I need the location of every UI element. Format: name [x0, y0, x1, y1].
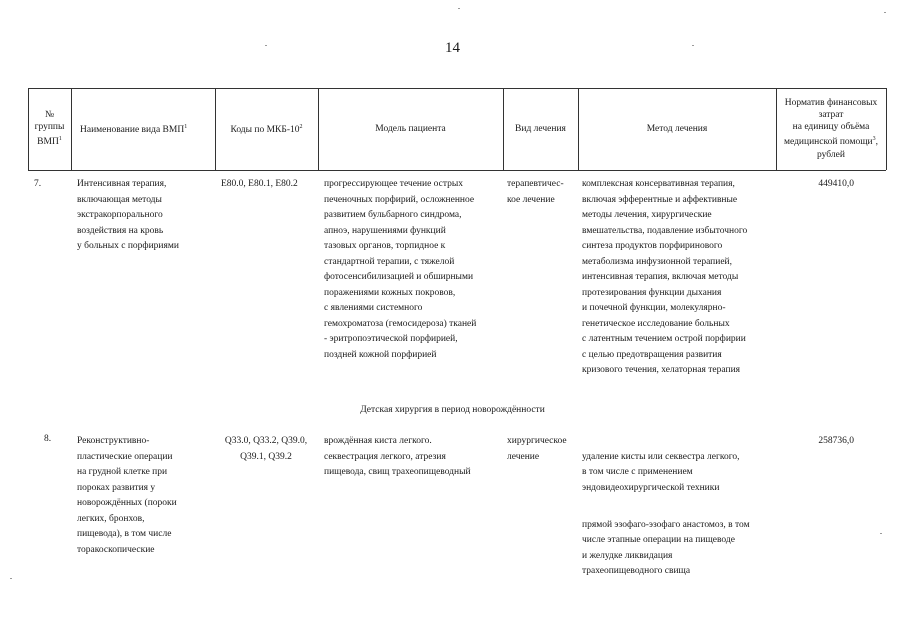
- row-number: 7.: [34, 179, 42, 189]
- treatment-method-part: удаление кисты или секвестра легкого, в том числе с применением эндовидеохирургической техники: [582, 451, 740, 493]
- cost-norm: 258736,0: [818, 436, 854, 446]
- treatment-type: терапевтичес- кое лечение: [507, 179, 564, 205]
- icd-codes: Q33.0, Q33.2, Q39.0, Q39.1, Q39.2: [224, 436, 308, 462]
- header-vmp-name: Наименование вида ВМП$^1$: [80, 124, 188, 136]
- scan-speck: [880, 533, 882, 534]
- header-treatment-type: Вид лечения: [515, 124, 566, 134]
- header-bottom-border: [28, 170, 886, 171]
- patient-model: врождённая киста легкого. секвестрация легкого, атрезия пищевода, свищ трахеопищеводный: [324, 436, 471, 477]
- cost-norm: 449410,0: [818, 179, 854, 189]
- icd-codes: E80.0, E80.1, E80.2: [221, 179, 298, 189]
- treatment-method: [582, 434, 778, 595]
- section-title: Детская хирургия в период новорождённости: [360, 405, 545, 415]
- header-treatment-method: Метод лечения: [646, 124, 708, 134]
- scan-speck: [458, 8, 460, 9]
- header-group-number: № группы ВМП$^1$: [34, 110, 65, 148]
- vmp-name: Реконструктивно- пластические операции на грудной клетке при пороках развития у новорождённых (пороки легких, бронхов, пищевода), в том числе торакоскопические: [77, 436, 177, 555]
- row-number: 8.: [44, 434, 52, 444]
- scan-speck: [884, 12, 886, 13]
- col-divider: [886, 88, 887, 170]
- vmp-name: Интенсивная терапия, включающая методы экстракорпорального воздействия на кровь у больных с порфириями: [77, 179, 179, 251]
- scan-speck: [265, 45, 267, 46]
- treatment-method: комплексная консервативная терапия, включая эфферентные и аффективные методы лечения, хирургические вмешательства, подавление избыточного синтеза продуктов порфиринового метаболизма инфузионной терапией, интенсивная терапия, включая методы протезирования функции дыхания и почечной функции, молекулярно- генетическое исследование больных с латентным течением острой порфирии с целью предотвращения развития кризового течения, хелаторная терапия: [582, 179, 748, 375]
- patient-model: прогрессирующее течение острых печеночных порфирий, осложненное развитием бульбарного синдрома, апноэ, нарушениями функций тазовых органов, торпидное к стандартной терапии, с тяжелой фотосенсибилизацией и обширными поражениями кожных покровов, с явлениями системного гемохроматоза (гемосидероза) тканей - эритропоэтической порфирией, поздней кожной порфирией: [324, 179, 477, 360]
- treatment-method-part: прямой эзофаго-эзофаго анастомоз, в том числе этапные операции на пищеводе и желудке ликвидация трахеопищеводного свища: [582, 519, 750, 576]
- page-number: 14: [445, 40, 460, 56]
- header-patient-model: Модель пациента: [375, 124, 446, 134]
- header-cost-norm: Норматив финансовых затрат на единицу объёма медицинской помощи$^3$, рублей: [783, 98, 879, 160]
- header-icd-codes: Коды по МКБ-$10^2$: [230, 124, 303, 136]
- treatment-type: хирургическое лечение: [507, 436, 567, 462]
- scan-speck: [692, 45, 694, 46]
- scan-speck: [10, 578, 12, 579]
